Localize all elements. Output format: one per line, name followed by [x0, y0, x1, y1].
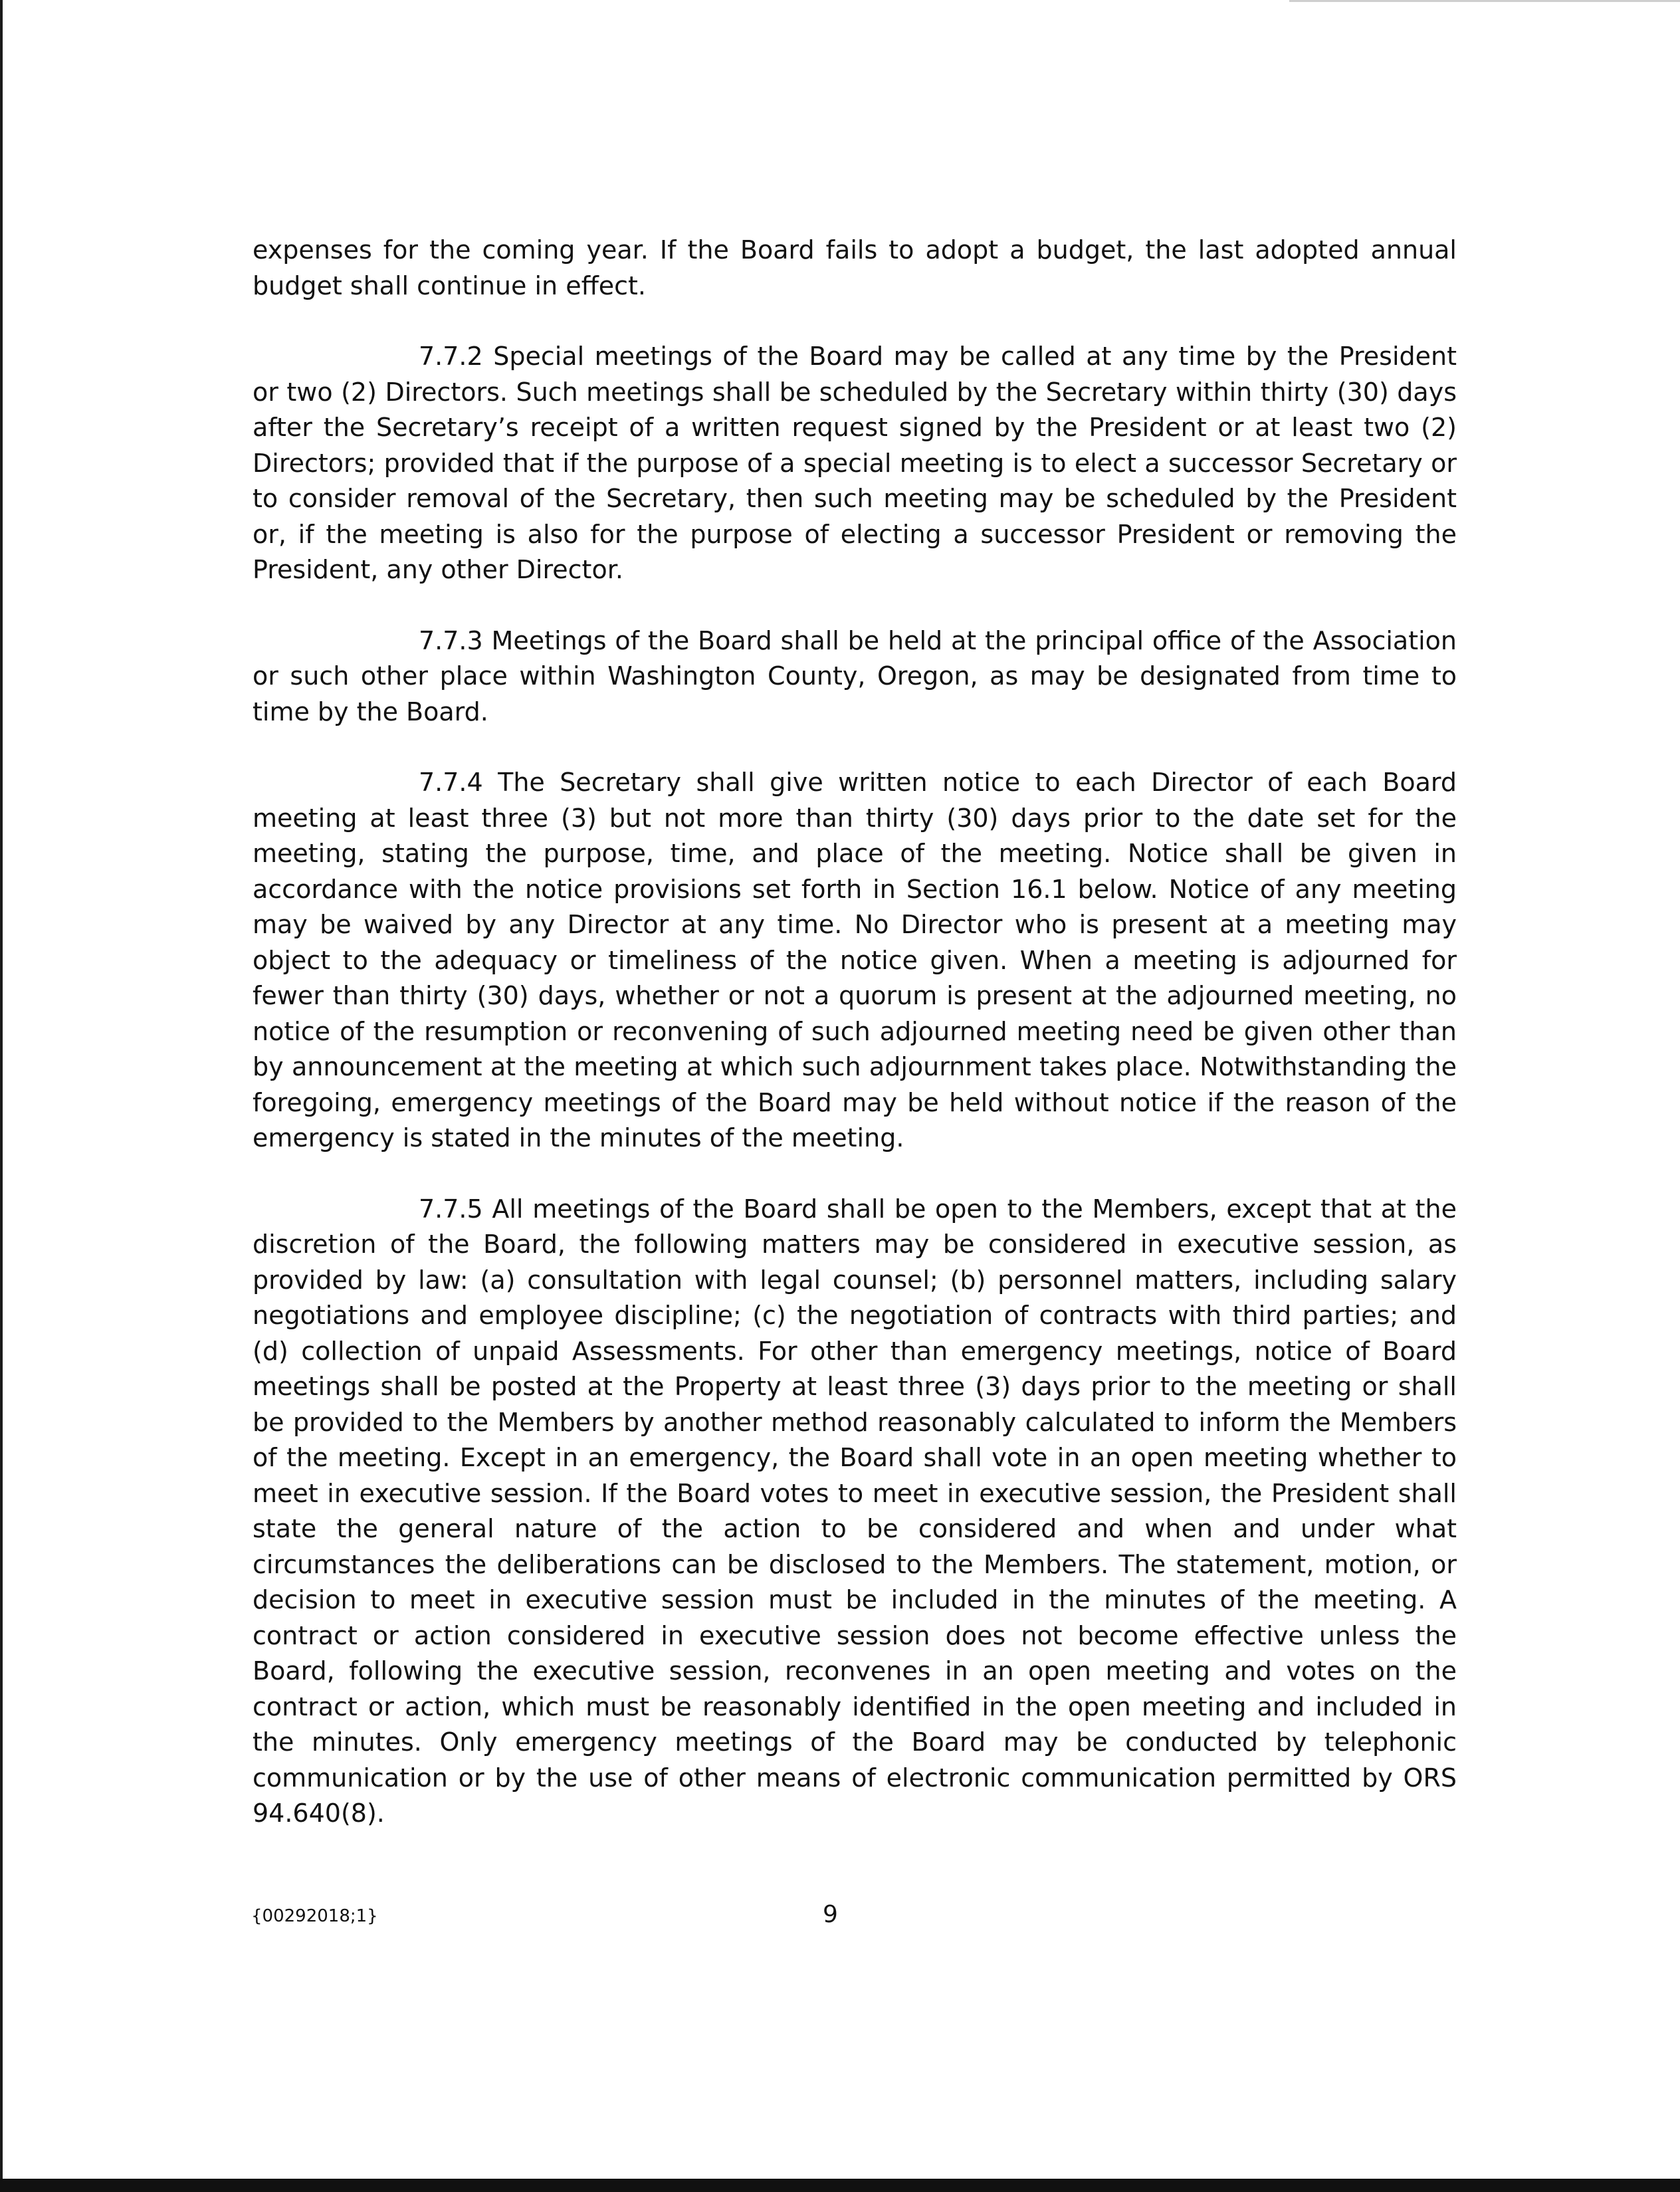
scan-edge-top — [1289, 0, 1680, 2]
paragraph-budget-continuation: expenses for the coming year. If the Board fails to adopt a budget, the last adopted annual budget shall continue in effect. — [253, 235, 1457, 300]
scan-edge-bottom — [0, 2179, 1680, 2192]
document-body — [253, 233, 1457, 1867]
paragraph-7-7-3: 7.7.3 Meetings of the Board shall be held at the principal office of the Association or such other place within Washington County, Oregon, as may be designated from time to time by the Board. — [253, 625, 1457, 726]
footer-document-id: {00292018;1} — [251, 1906, 378, 1926]
paragraph-7-7-4: 7.7.4 The Secretary shall give written notice to each Director of each Board meeting at least three (3) but not more than thirty (30) days prior to the date set for the meeting, stating the purpose, time, and place of the meeting. Notice shall be given in accordance with the notice provisions set forth in Section 16.1 below. Notice of any meeting may be waived by any Director at any time. No Director who is present at a meeting may object to the adequacy or timeliness of the notice given. When a meeting is adjourned for fewer than thirty (30) days, whether or not a quorum is present at the adjourned meeting, no notice of the resumption or reconvening of such adjourned meeting need be given other than by announcement at the meeting at which such adjournment takes place. Notwithstanding the foregoing, emergency meetings of the Board may be held without notice if the reason of the emergency is stated in the minutes of the meeting. — [253, 768, 1457, 1152]
paragraph-7-7-5: 7.7.5 All meetings of the Board shall be open to the Members, except that at the discretion of the Board, the following matters may be considered in executive session, as provided by law: (a) consultation with legal counsel; (b) personnel matters, including salary negotiations and employee discipline; (c) the negotiation of contracts with third parties; and (d) collection of unpaid Assessments. For other than emergency meetings, notice of Board meetings shall be posted at the Property at least three (3) days prior to the meeting or shall be provided to the Members by another method reasonably calculated to inform the Members of the meeting. Except in an emergency, the Board shall vote in an open meeting whether to meet in executive session. If the Board votes to meet in executive session, the President shall state the general nature of the action to be considered and when and under what circumstances the deliberations can be disclosed to the Members. The statement, motion, or decision to meet in executive session must be included in the minutes of the meeting. A contract or action considered in executive session does not become effective unless the Board, following the executive session, reconvenes in an open meeting and votes on the contract or action, which must be reasonably identified in the open meeting and included in the minutes. Only emergency meetings of the Board may be conducted by telephonic communication or by the use of other means of electronic communication permitted by ORS 94.640(8). — [253, 1194, 1457, 1828]
scan-edge-left — [0, 0, 3, 2192]
paragraph-7-7-2: 7.7.2 Special meetings of the Board may be called at any time by the President or two (2) Directors. Such meetings shall be scheduled by the Secretary within thirty (30) days after the Secretary’s receipt of a written request signed by the President or at least two (2) Directors; provided that if the purpose of a special meeting is to elect a successor Secretary or to consider removal of the Secretary, then such meeting may be scheduled by the President or, if the meeting is also for the purpose of electing a successor President or removing the President, any other Director. — [253, 342, 1457, 584]
footer-page-number: 9 — [823, 1901, 838, 1928]
